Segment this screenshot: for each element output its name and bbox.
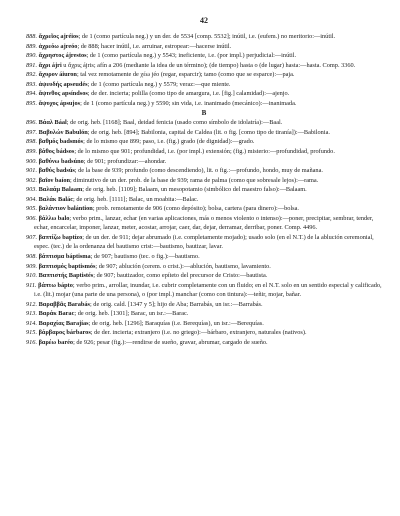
entry-number: 907.	[26, 233, 38, 241]
dictionary-entry	[26, 118, 382, 128]
entry-number: 895.	[26, 99, 38, 107]
dictionary-entry	[26, 300, 382, 310]
dictionary-entry	[26, 99, 382, 109]
entry-definition: ; verbo prim., arrollar, inundar, i.e. cubrir completamente con un fluido; en el N.T. solo en un sentido especial y calificado, i.e. (lit.) mojar (una parte de una persona), o (por impl.) manchar (como con tintura):—teñir, mojar, bañar.	[34, 281, 382, 299]
entry-headword: βάπτισμα báptisma	[38, 253, 91, 261]
entries-section-b	[26, 118, 382, 347]
entry-headword: βαθμός badsmós	[38, 138, 84, 146]
entry-headword: βαρέω baréo	[38, 338, 74, 346]
entry-definition: ; de 907; bautizador, como epíteto del precursor de Cristo:—bautista.	[93, 272, 268, 280]
entry-headword: Βαβυλών Babulón	[38, 128, 88, 136]
entries-section-a	[26, 32, 382, 108]
entry-number: 909.	[26, 262, 38, 270]
entry-number: 897.	[26, 128, 38, 136]
entry-number: 906.	[26, 214, 38, 222]
entry-definition: ; tal vez remotamente de χέω jéo (regar, esparcir); tamo (como que se esparce):—paja.	[76, 71, 295, 79]
entry-definition: ; de un der. de 911; dejar abrumado (i.e. completamente mojado); usado solo (en el N.T.) de la ablución ceremonial, espec. (tec.) de la ordenanza del bautismo crist:—bautismo, bautizar, lavar.	[34, 233, 374, 251]
entry-number: 891.	[26, 61, 38, 69]
entry-definition: ; de lo mismo que 901; profundidad, i.e. (por impl.) extensión; (fig.) misterio:—profundidad, profundo.	[74, 148, 335, 156]
entry-headword: βαθύνω badsúno	[38, 157, 84, 165]
entry-number: 916.	[26, 338, 38, 346]
entry-number: 905.	[26, 205, 38, 213]
entry-number: 914.	[26, 319, 38, 327]
dictionary-entry	[26, 166, 382, 176]
dictionary-entry	[26, 281, 382, 300]
dictionary-entry	[26, 89, 382, 99]
entry-headword: βάλλω balo	[38, 214, 70, 222]
entry-definition: ; de 1 (como partícula neg.) y 5579; veraz:—que miente.	[87, 80, 231, 88]
entry-definition: ; de 901; profundizar:—ahondar.	[83, 157, 167, 165]
entry-definition: ; de lo mismo que 899; paso, i.e. (fig.) grado (de dignidad):—grado.	[83, 138, 255, 146]
dictionary-entry	[26, 176, 382, 186]
dictionary-entry	[26, 70, 382, 80]
entry-headword: βαθύς badsús	[38, 167, 75, 175]
entry-definition: ; diminutivo de un der. prob. de la base de 939; rama de palma (como que sobresale lejos):—rama.	[69, 176, 319, 184]
entry-number: 904.	[26, 195, 38, 203]
entry-definition: ; verbo prim., lanzar, echar (en varias aplicaciones, más o menos violento o intenso):—poner, precipitar, sembrar, tender, echar, encarcelar, imponer, lanzar, meter, acostar, arrojar, caer, dar, dejar, derramar, derribar, poner. Comp. 4496.	[34, 214, 374, 232]
dictionary-entry	[26, 185, 382, 195]
entry-headword: ἀχρεόω ajreóo	[38, 42, 78, 50]
entry-headword: ἄψυχος ápsujos	[38, 99, 81, 107]
dictionary-entry	[26, 51, 382, 61]
entry-number: 902.	[26, 176, 38, 184]
dictionary-entry	[26, 233, 382, 252]
entry-number: 894.	[26, 90, 38, 98]
dictionary-entry	[26, 271, 382, 281]
entry-headword: ἄχυρον áiuron	[38, 71, 77, 79]
entry-headword: βαπτισμός baptismós	[38, 262, 96, 270]
entry-number: 889.	[26, 42, 38, 50]
entry-number: 915.	[26, 329, 38, 337]
entry-number: 913.	[26, 310, 38, 318]
entry-definition: ; de 907; bautismo (tec. o fig.):—bautismo.	[90, 253, 200, 261]
entry-number: 893.	[26, 80, 38, 88]
entry-definition: ; de orig. heb. [1301]; Barac, un isr.:—Barac.	[74, 310, 189, 318]
page-number: 42	[200, 16, 208, 25]
entry-number: 896.	[26, 119, 38, 127]
entry-headword: Βαπτιστής Baptistés	[38, 272, 94, 280]
entry-number: 890.	[26, 52, 38, 60]
dictionary-entry	[26, 319, 382, 329]
dictionary-entry	[26, 137, 382, 147]
entry-number: 898.	[26, 138, 38, 146]
dictionary-entry	[26, 252, 382, 262]
entry-definition: ; de der. incierta; polilla (como tipo de amargura, i.e. [fig.] calamidad):—ajenjo.	[87, 90, 290, 98]
dictionary-entry	[26, 147, 382, 157]
entry-headword: Βαραββᾶς Barabás	[38, 300, 90, 308]
entry-headword: ἀψευδής apseudés	[38, 80, 88, 88]
dictionary-entry	[26, 262, 382, 272]
entry-headword: Βάαλ Báal	[38, 119, 67, 127]
entry-definition: ; de 1 (como partícula neg.) y 5543; ineficiente, i.e. (por impl.) perjudicial:—inútil.	[86, 52, 297, 60]
dictionary-entry	[26, 128, 382, 138]
entry-definition: ; de 1 (como partícula neg.) y un der. de 5534 [comp. 5532]; inútil, i.e. (eufem.) no meritorio:—inútil.	[78, 33, 336, 40]
entry-definition: ; de orig. heb. [1168]; Baal, deidad fenicia (usado como símbolo de idolatría):—Baal.	[66, 119, 283, 127]
dictionary-entry	[26, 157, 382, 167]
entry-definition: ; de orig. heb. [1109]; Balaam, un mesopotamio (simbólico del maestro falso):—Balaam.	[82, 186, 307, 194]
entry-definition: u ἄχρις ájris; afín a 206 (mediante la idea de un término); (de tiempo) hasta o (de lugar) hasta:—hasta. Comp. 3360.	[61, 61, 356, 69]
entry-number: 903.	[26, 186, 38, 194]
dictionary-entry	[26, 195, 382, 205]
entry-definition: ; de orig. heb. [1111]; Balac, un moabita:—Balac.	[73, 195, 199, 203]
entry-headword: βαΐον baíon	[38, 176, 70, 184]
entry-definition: ; de 1 (como partícula neg.) y 5590; sin vida, i.e. inanimado (mecánico):—inanimada.	[80, 99, 297, 107]
entry-headword: βάρβαρος bárbaros	[38, 329, 91, 337]
entry-number: 900.	[26, 157, 38, 165]
entry-headword: ἄχρηστος ájrestos	[38, 52, 87, 60]
entry-headword: βαπτίζω baptízo	[38, 233, 83, 241]
entry-number: 908.	[26, 253, 38, 261]
entry-headword: ἄχρεῖος ajréios	[38, 33, 79, 40]
entry-headword: ἄχρι ájri	[38, 61, 62, 69]
entry-definition: ; de la base de 939; profundo (como descendiendo), lit. o fig.:—profundo, hondo, muy de mañana.	[74, 167, 323, 175]
entry-definition: ; prob. remotamente de 906 (como depósito); bolsa, cartera (para dinero):—bolsa.	[92, 205, 299, 213]
entry-number: 910.	[26, 272, 38, 280]
entry-definition: ; de der. incierta; extranjero (i.e. no griego):—bárbaro, extranjero, naturales (nativos).	[90, 329, 307, 337]
dictionary-entry	[26, 80, 382, 90]
entry-headword: Βαλάκ Balác	[38, 195, 74, 203]
entry-definition: ; de orig. heb. [1296]; Baraquías (i.e. Berequías), un isr.:—Berequías.	[88, 319, 264, 327]
dictionary-entry	[26, 309, 382, 319]
entry-headword: ἄψινθος apsíndsos	[38, 90, 88, 98]
entry-number: 892.	[26, 71, 38, 79]
section-letter: B	[201, 109, 207, 118]
dictionary-entry	[26, 32, 382, 42]
entry-headword: Βαράκ Barac	[38, 310, 75, 318]
entry-definition: ; de 926; pesar (fig.):—rendirse de sueño, gravar, abrumar, cargado de sueño.	[73, 338, 268, 346]
entry-number: 888.	[26, 33, 38, 40]
dictionary-entry	[26, 328, 382, 338]
dictionary-entry	[26, 214, 382, 233]
entry-number: 899.	[26, 148, 38, 156]
entry-headword: βάπτω bápto	[38, 281, 73, 289]
entry-headword: βαλάντιον balántion	[38, 205, 93, 213]
dictionary-entry	[26, 61, 382, 71]
dictionary-entry	[26, 338, 382, 348]
entry-definition: ; de 888; hacer inútil, i.e. arruinar, estropear:—hacerse inútil.	[77, 42, 232, 50]
entry-definition: ; de 907; ablución (cerem. o crist.):—ablución, bautismo, lavamiento.	[95, 262, 271, 270]
entry-definition: ; de orig. cald. [1347 y 5]; hijo de Aba; Barrabás, un isr.:—Barrabás.	[89, 300, 263, 308]
dictionary-entry	[26, 204, 382, 214]
entry-headword: βάθος bádsos	[38, 148, 75, 156]
entry-number: 901.	[26, 167, 38, 175]
dictionary-entry	[26, 42, 382, 52]
entry-number: 912.	[26, 300, 38, 308]
entry-number: 911.	[26, 281, 37, 289]
entry-definition: ; de orig. heb. [894]; Babilonia, capital de Caldea (lit. o fig. [como tipo de tiranía]):—Babilonia.	[87, 128, 330, 136]
entry-headword: Βαραχίας Barajías	[38, 319, 89, 327]
entry-headword: Βαλαάμ Balaam	[38, 186, 83, 194]
